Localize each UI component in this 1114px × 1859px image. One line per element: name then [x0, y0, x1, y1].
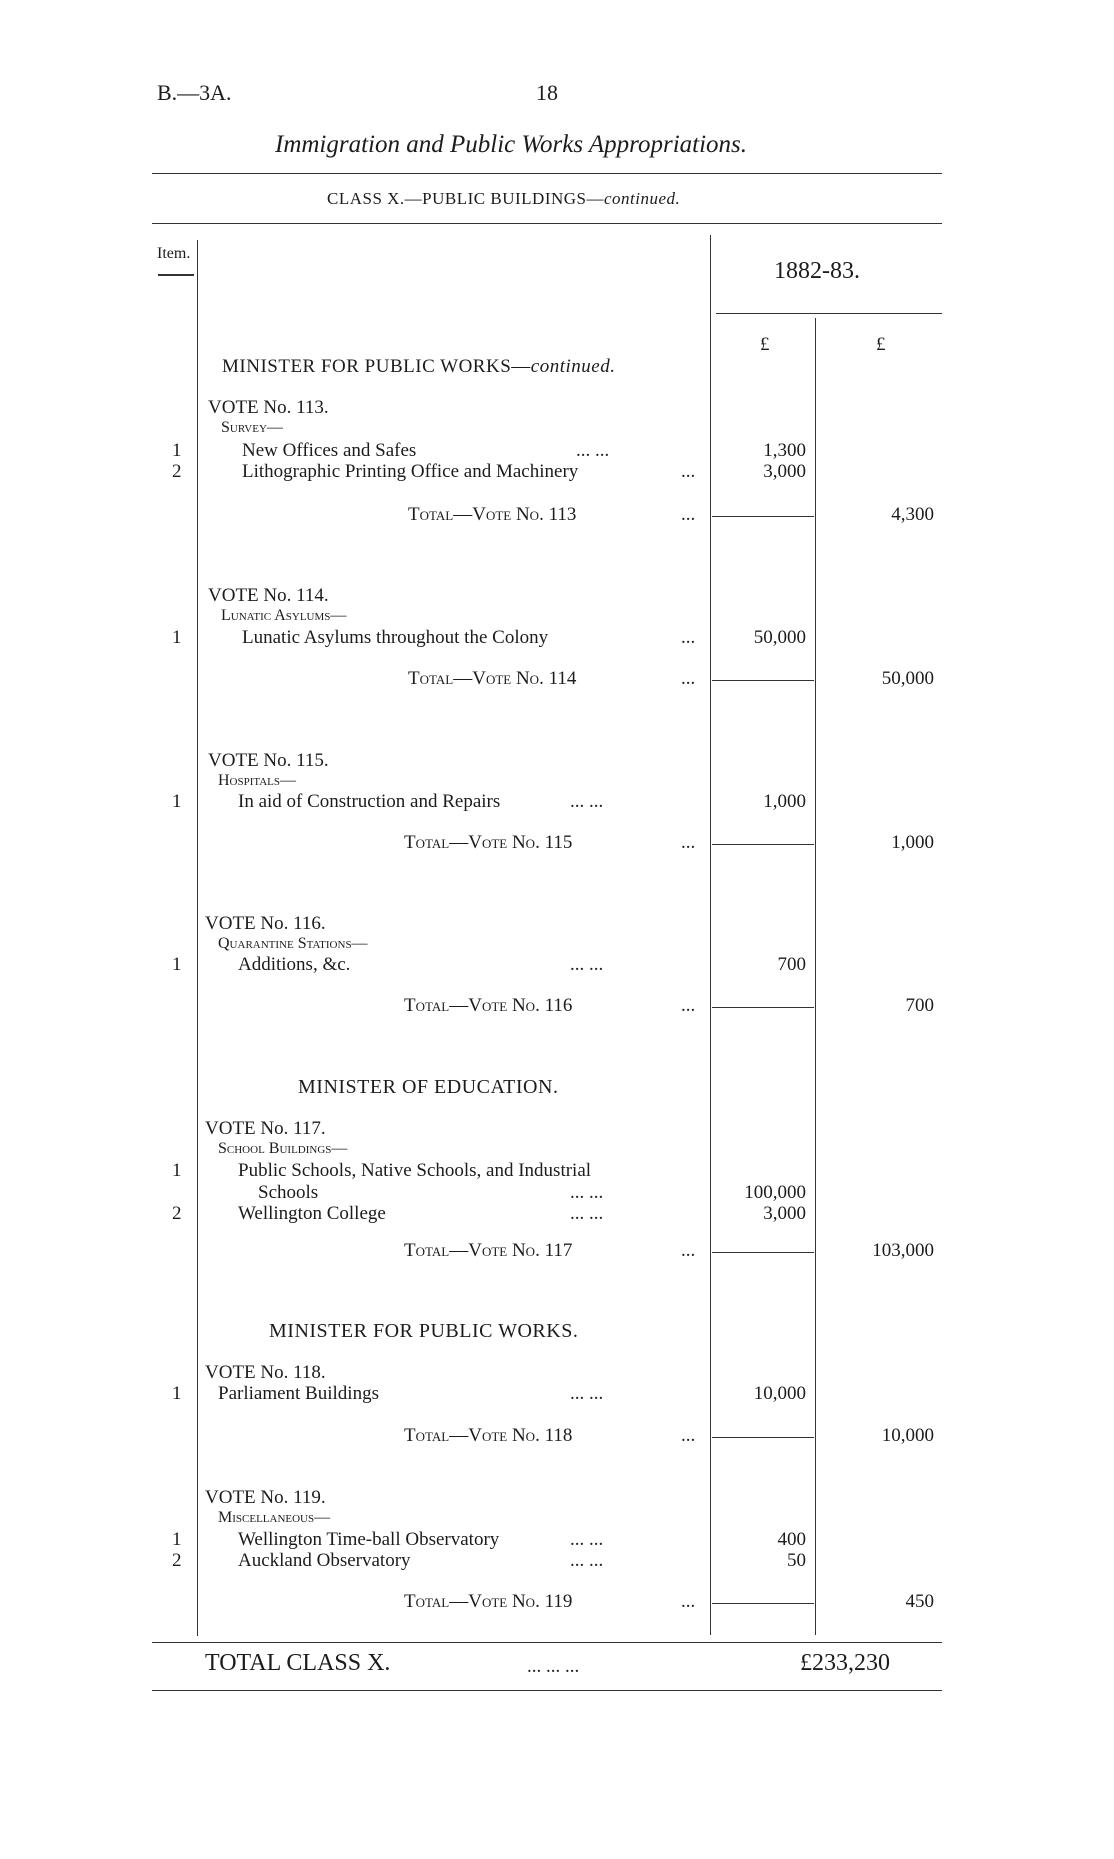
amount-column-rule-left — [710, 235, 711, 1635]
table-row-amount: 400 — [777, 1529, 806, 1550]
subtotal-rule — [712, 1603, 814, 1604]
table-row-description: Public Schools, Native Schools, and Industrial — [238, 1160, 592, 1181]
vote-115-total: 1,000 — [891, 832, 934, 853]
currency-label-2: £ — [876, 334, 886, 355]
table-row-leader: ... ... — [570, 954, 604, 975]
subtotal-rule — [712, 680, 814, 681]
year-header: 1882-83. — [774, 258, 860, 284]
subtotal-rule — [712, 516, 814, 517]
vote-116-title: VOTE No. 116. — [205, 913, 326, 934]
vote-119-category: Miscellaneous— — [218, 1509, 331, 1526]
table-row-description: Lithographic Printing Office and Machinery — [242, 461, 579, 482]
table-row-amount: 700 — [777, 954, 806, 975]
subtotal-rule — [712, 1437, 814, 1438]
table-row-leader: ... ... — [570, 1550, 604, 1571]
header-rule-bottom — [152, 223, 942, 224]
table-row-description: Auckland Observatory — [238, 1550, 411, 1571]
vote-114-total-label: Total—Vote No. 114 — [408, 668, 577, 689]
vote-119-title: VOTE No. 119. — [205, 1487, 326, 1508]
vote-117-total-label: Total—Vote No. 117 — [404, 1240, 573, 1261]
table-row-amount: 3,000 — [763, 461, 806, 482]
grand-total-label: TOTAL CLASS X. — [205, 1650, 391, 1676]
section-heading-continued: continued. — [530, 356, 616, 377]
vote-119-total: 450 — [905, 1591, 934, 1612]
vote-118-total-leader: ... — [681, 1425, 696, 1446]
item-column-header: Item. — [157, 245, 191, 262]
vote-113-category: Survey— — [221, 419, 283, 436]
class-heading — [327, 189, 680, 209]
class-heading-continued: continued. — [604, 189, 681, 208]
table-row-leader: ... — [681, 627, 696, 648]
table-row-amount: 3,000 — [763, 1203, 806, 1224]
table-row-number: 1 — [172, 627, 182, 648]
table-row-leader: ... ... — [570, 1383, 604, 1404]
vote-116-total-label: Total—Vote No. 116 — [404, 995, 573, 1016]
table-row-amount: 1,000 — [763, 791, 806, 812]
item-header-underline — [158, 274, 194, 276]
section-heading-public-works: MINISTER FOR PUBLIC WORKS. — [269, 1320, 579, 1342]
grand-total-amount: £233,230 — [800, 1650, 890, 1676]
table-row-number: 1 — [172, 440, 182, 461]
class-heading-text: CLASS X.—PUBLIC BUILDINGS— — [327, 189, 604, 208]
table-row-description: Wellington College — [238, 1203, 386, 1224]
vote-117-total: 103,000 — [872, 1240, 934, 1261]
page-number: 18 — [536, 80, 558, 105]
vote-117-title: VOTE No. 117. — [205, 1118, 326, 1139]
table-row-leader: ... — [681, 461, 696, 482]
vote-113-total-label: Total—Vote No. 113 — [408, 504, 577, 525]
year-rule — [716, 313, 942, 314]
table-row-description: Lunatic Asylums throughout the Colony — [242, 627, 549, 648]
section-heading-text: MINISTER FOR PUBLIC WORKS— — [222, 356, 531, 377]
amount-column-rule-mid — [815, 318, 816, 1635]
vote-117-total-leader: ... — [681, 1240, 696, 1261]
vote-114-total-leader: ... — [681, 668, 696, 689]
table-row-leader: ... ... — [576, 440, 610, 461]
grand-total-rule-bottom — [152, 1690, 942, 1691]
vote-116-category: Quarantine Stations— — [218, 935, 368, 952]
vote-114-category: Lunatic Asylums— — [221, 607, 347, 624]
vote-113-title: VOTE No. 113. — [208, 397, 329, 418]
table-row-number: 1 — [172, 791, 182, 812]
subtotal-rule — [712, 844, 814, 845]
table-row-description: In aid of Construction and Repairs — [238, 791, 501, 812]
page-title: Immigration and Public Works Appropriations. — [275, 131, 748, 158]
vote-113-total: 4,300 — [891, 504, 934, 525]
grand-total-rule-top — [152, 1642, 942, 1643]
table-row-number: 1 — [172, 1383, 182, 1404]
item-column-rule — [197, 240, 198, 1636]
table-row-description: Parliament Buildings — [218, 1383, 379, 1404]
table-row-number: 1 — [172, 1529, 182, 1550]
vote-119-total-leader: ... — [681, 1591, 696, 1612]
table-row-number: 1 — [172, 1160, 182, 1181]
table-row-amount: 100,000 — [744, 1182, 806, 1203]
grand-total-leader: ... ... ... — [527, 1656, 580, 1677]
vote-116-total: 700 — [905, 995, 934, 1016]
vote-119-total-label: Total—Vote No. 119 — [404, 1591, 573, 1612]
table-row-description-continued: Schools — [258, 1182, 319, 1203]
vote-118-total-label: Total—Vote No. 118 — [404, 1425, 573, 1446]
vote-116-total-leader: ... — [681, 995, 696, 1016]
vote-114-total: 50,000 — [881, 668, 934, 689]
vote-118-title: VOTE No. 118. — [205, 1362, 326, 1383]
table-row-description: Additions, &c. — [238, 954, 351, 975]
vote-117-category: School Buildings— — [218, 1140, 348, 1157]
table-row-leader: ... ... — [570, 1203, 604, 1224]
vote-115-total-label: Total—Vote No. 115 — [404, 832, 573, 853]
table-row-description: Wellington Time-ball Observatory — [238, 1529, 500, 1550]
table-row-amount: 50,000 — [753, 627, 806, 648]
subtotal-rule — [712, 1252, 814, 1253]
vote-115-category: Hospitals— — [218, 772, 297, 789]
document-reference: B.—3A. — [157, 80, 232, 105]
table-row-leader: ... ... — [570, 1529, 604, 1550]
vote-115-title: VOTE No. 115. — [208, 750, 329, 771]
vote-114-title: VOTE No. 114. — [208, 585, 329, 606]
table-row-number: 2 — [172, 1550, 182, 1571]
section-heading-education: MINISTER OF EDUCATION. — [298, 1076, 559, 1098]
vote-118-total: 10,000 — [881, 1425, 934, 1446]
table-row-description: New Offices and Safes — [242, 440, 417, 461]
vote-113-total-leader: ... — [681, 504, 696, 525]
table-row-leader: ... ... — [570, 791, 604, 812]
table-row-number: 1 — [172, 954, 182, 975]
table-row-amount: 1,300 — [763, 440, 806, 461]
subtotal-rule — [712, 1007, 814, 1008]
section-heading-public-works-continued — [222, 356, 615, 378]
table-row-amount: 10,000 — [753, 1383, 806, 1404]
currency-label-1: £ — [760, 334, 770, 355]
table-row-leader: ... ... — [570, 1182, 604, 1203]
table-row-number: 2 — [172, 1203, 182, 1224]
table-row-amount: 50 — [787, 1550, 806, 1571]
header-rule-top — [152, 173, 942, 174]
vote-115-total-leader: ... — [681, 832, 696, 853]
table-row-number: 2 — [172, 461, 182, 482]
